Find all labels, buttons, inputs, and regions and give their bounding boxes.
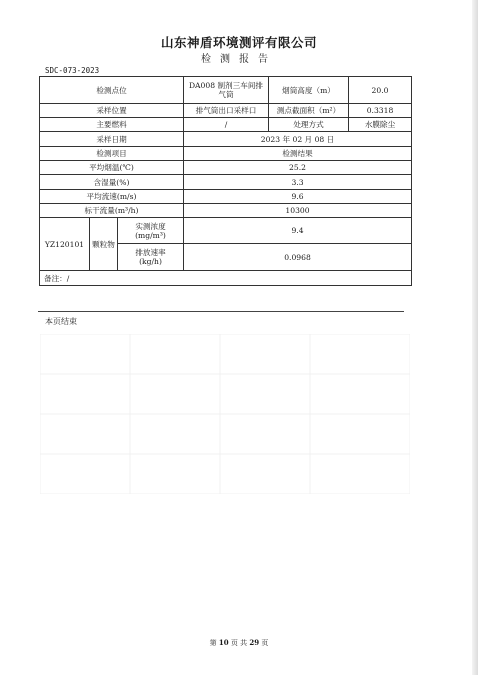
- label-main-fuel: 主要燃料: [40, 118, 184, 132]
- table-row: [40, 161, 412, 175]
- current-page-number: 10: [218, 638, 229, 647]
- dry-flow-value: 10300: [184, 204, 412, 218]
- show-through-watermark: [40, 334, 410, 494]
- company-name: 山东神盾环境测评有限公司: [160, 35, 317, 50]
- measured-concentration-value: 9.4: [184, 218, 412, 244]
- remark: 备注：/: [40, 271, 412, 286]
- main-fuel-value: /: [184, 118, 269, 132]
- footer-suffix: 页: [261, 639, 269, 647]
- emission-rate-text: 排放速率(kg/h): [135, 248, 166, 266]
- table-row: [40, 204, 412, 218]
- footer-mid: 页 共: [230, 639, 248, 647]
- label-sampling-point: 检测点位: [40, 77, 184, 104]
- report-number: SDC-073-2023: [45, 66, 100, 75]
- table-row: [40, 190, 412, 204]
- total-page-count: 29: [249, 638, 260, 647]
- label-emission-rate: [118, 244, 184, 271]
- emission-rate-value: 0.0968: [184, 244, 412, 271]
- table-row: [40, 118, 412, 132]
- result-header: 检测结果: [184, 147, 412, 161]
- table-row: [40, 132, 412, 147]
- avg-velocity-value: 9.6: [184, 190, 412, 204]
- label-avg-temp: 平均烟温(℃): [40, 161, 184, 175]
- page-footer: [0, 638, 478, 648]
- test-report-table: [39, 76, 412, 286]
- footer-prefix: 第: [209, 639, 217, 647]
- table-row: [40, 218, 412, 244]
- table-row: [40, 147, 412, 161]
- label-stack-height: 烟筒高度（m）: [269, 77, 349, 104]
- sampling-point-value: [184, 77, 269, 104]
- label-moisture: 含湿量(%): [40, 175, 184, 190]
- label-dry-flow: 标干流量(m³/h): [40, 204, 184, 218]
- page-edge: [472, 0, 478, 675]
- label-avg-velocity: 平均流速(m/s): [40, 190, 184, 204]
- table-row: [40, 175, 412, 190]
- table-row: [40, 271, 412, 286]
- report-subtitle: 检测报告: [201, 54, 277, 65]
- sample-id: YZ120101: [40, 218, 90, 271]
- page-end-text: 本页结束: [45, 317, 77, 326]
- label-sampling-date: 采样日期: [40, 132, 184, 147]
- avg-temp-value: 25.2: [184, 161, 412, 175]
- sampling-point-text: DA008 制剂三车间排气筒: [188, 81, 264, 99]
- sampling-location-value: 排气筒出口采样口: [184, 104, 269, 118]
- table-row: [40, 77, 412, 104]
- section-area-value: 0.3318: [349, 104, 412, 118]
- label-section-area: 测点截面积（m²）: [269, 104, 349, 118]
- label-sampling-location: 采样位置: [40, 104, 184, 118]
- end-divider: [38, 311, 404, 312]
- label-test-item: 检测项目: [40, 147, 184, 161]
- stack-height-value: 20.0: [349, 77, 412, 104]
- sampling-date-value: 2023 年 02 月 08 日: [184, 132, 412, 147]
- label-measured-concentration: [118, 218, 184, 244]
- moisture-value: 3.3: [184, 175, 412, 190]
- measured-concentration-text: 实测浓度(mg/m³): [135, 221, 166, 240]
- label-treatment: 处理方式: [269, 118, 349, 132]
- pollutant-name: 颗粒物: [90, 218, 118, 271]
- table-row: [40, 104, 412, 118]
- treatment-value: 水膜除尘: [349, 118, 412, 132]
